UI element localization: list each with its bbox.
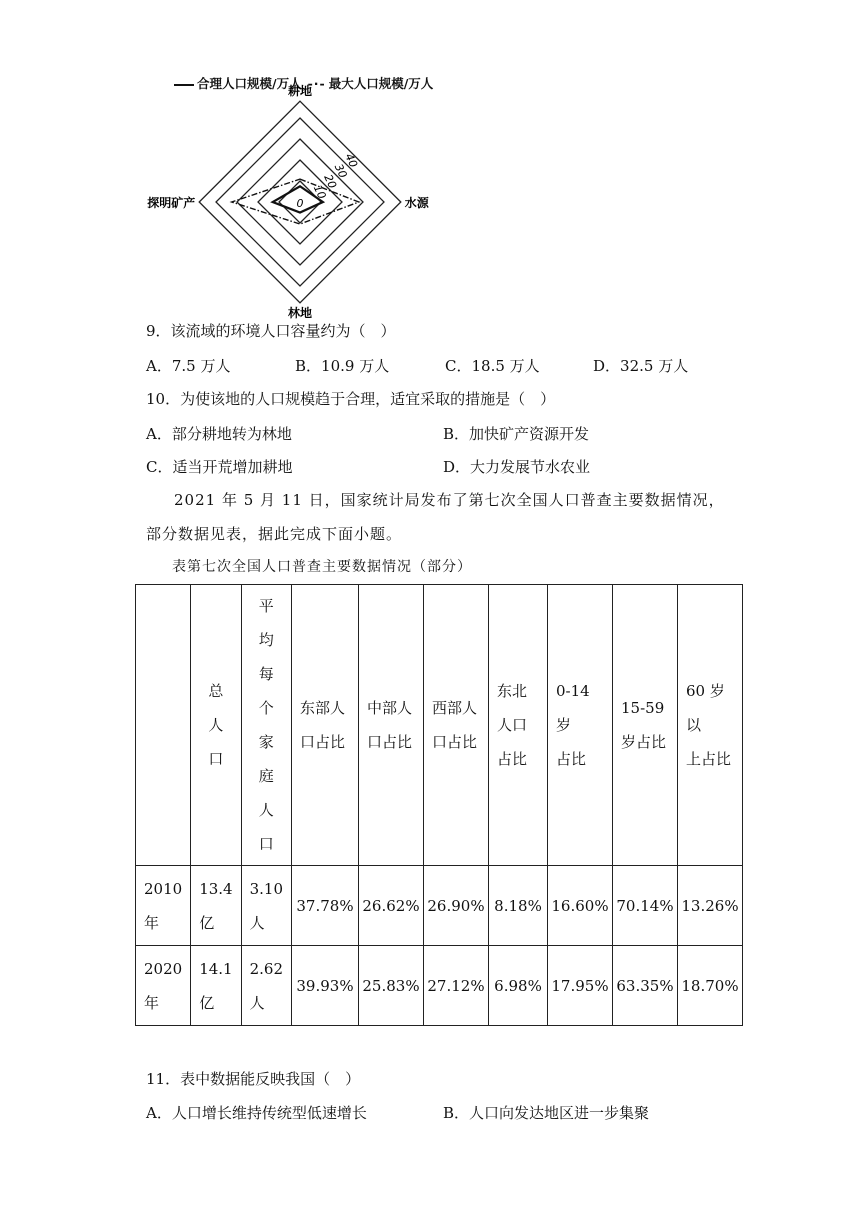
axis-label-bottom: 林地 xyxy=(287,305,313,320)
row-west: 26.90% xyxy=(424,866,489,946)
q10-option-b: B．加快矿产资源开发 xyxy=(443,425,590,443)
table-caption: 表第七次全国人口普查主要数据情况（部分） xyxy=(172,559,472,575)
ring-label: 20 xyxy=(321,172,340,191)
legend-solid-label: 合理人口规模/万人 xyxy=(197,76,302,91)
intro-paragraph: 2021 年 5 月 11 日，国家统计局发布了第七次全国人口普查主要数据情况，部分数据见表，据此完成下面小题。 xyxy=(146,491,725,543)
row-west: 27.12% xyxy=(424,946,489,1026)
row-central: 26.62% xyxy=(359,866,424,946)
table-header-row xyxy=(136,585,743,866)
row-year: 2020 年 xyxy=(136,946,191,1026)
row-age-0-14: 16.60% xyxy=(548,866,613,946)
q11-option-b: B．人口向发达地区进一步集聚 xyxy=(443,1104,650,1122)
question-9-stem: 9．该流域的环境人口容量约为（ ） xyxy=(146,322,396,340)
header-west: 西部人 口占比 xyxy=(424,585,489,866)
row-age-15-59: 63.35% xyxy=(613,946,678,1026)
radar-ring-labels xyxy=(297,151,361,210)
q10-option-a: A．部分耕地转为林地 xyxy=(146,425,292,443)
ring-label: 30 xyxy=(331,161,350,181)
row-total: 13.4 亿 xyxy=(191,866,241,946)
q9-option-a: A．7.5 万人 xyxy=(146,357,231,375)
row-total: 14.1 亿 xyxy=(191,946,241,1026)
row-age-60-plus: 18.70% xyxy=(678,946,743,1026)
row-east: 39.93% xyxy=(292,946,359,1026)
q9-option-d: D．32.5 万人 xyxy=(593,357,689,375)
ring-label: 40 xyxy=(342,151,361,170)
table-row xyxy=(136,946,743,1026)
header-east: 东部人 口占比 xyxy=(292,585,359,866)
q9-option-c: C．18.5 万人 xyxy=(445,357,540,375)
row-northeast: 8.18% xyxy=(489,866,548,946)
q10-option-d: D．大力发展节水农业 xyxy=(443,458,591,476)
row-east: 37.78% xyxy=(292,866,359,946)
axis-label-top: 耕地 xyxy=(287,84,313,99)
q11-option-a: A．人口增长维持传统型低速增长 xyxy=(146,1104,367,1122)
row-age-60-plus: 13.26% xyxy=(678,866,743,946)
row-age-0-14: 17.95% xyxy=(548,946,613,1026)
row-northeast: 6.98% xyxy=(489,946,548,1026)
table-row xyxy=(136,866,743,946)
header-blank xyxy=(136,585,191,866)
ring-label: 10 xyxy=(310,182,329,202)
legend-dash-symbol: -·- xyxy=(307,76,326,91)
question-10-stem: 10．为使该地的人口规模趋于合理，适宜采取的措施是（ ） xyxy=(146,390,556,408)
axis-label-right: 水源 xyxy=(404,196,429,210)
header-northeast: 东北 人口 占比 xyxy=(489,585,548,866)
row-household: 2.62 人 xyxy=(241,946,291,1026)
header-age-0-14: 0-14 岁 占比 xyxy=(548,585,613,866)
legend-dash-label: 最大人口规模/万人 xyxy=(328,76,434,91)
ring-label: 0 xyxy=(296,197,304,210)
header-household: 平 均 每 个 家 庭 人 口 xyxy=(241,585,291,866)
q9-option-b: B．10.9 万人 xyxy=(295,357,390,375)
header-age-60-plus: 60 岁以 上占比 xyxy=(678,585,743,866)
header-total: 总 人 口 xyxy=(191,585,241,866)
row-age-15-59: 70.14% xyxy=(613,866,678,946)
header-age-15-59: 15-59 岁占比 xyxy=(613,585,678,866)
census-table xyxy=(135,584,743,1026)
row-central: 25.83% xyxy=(359,946,424,1026)
axis-label-left: 探明矿产 xyxy=(147,196,196,210)
row-year: 2010 年 xyxy=(136,866,191,946)
header-central: 中部人 口占比 xyxy=(359,585,424,866)
radar-chart xyxy=(147,84,440,320)
row-household: 3.10 人 xyxy=(241,866,291,946)
question-11-stem: 11．表中数据能反映我国（ ） xyxy=(146,1070,361,1088)
legend-solid-line xyxy=(174,84,194,86)
q10-option-c: C．适当开荒增加耕地 xyxy=(146,458,293,476)
